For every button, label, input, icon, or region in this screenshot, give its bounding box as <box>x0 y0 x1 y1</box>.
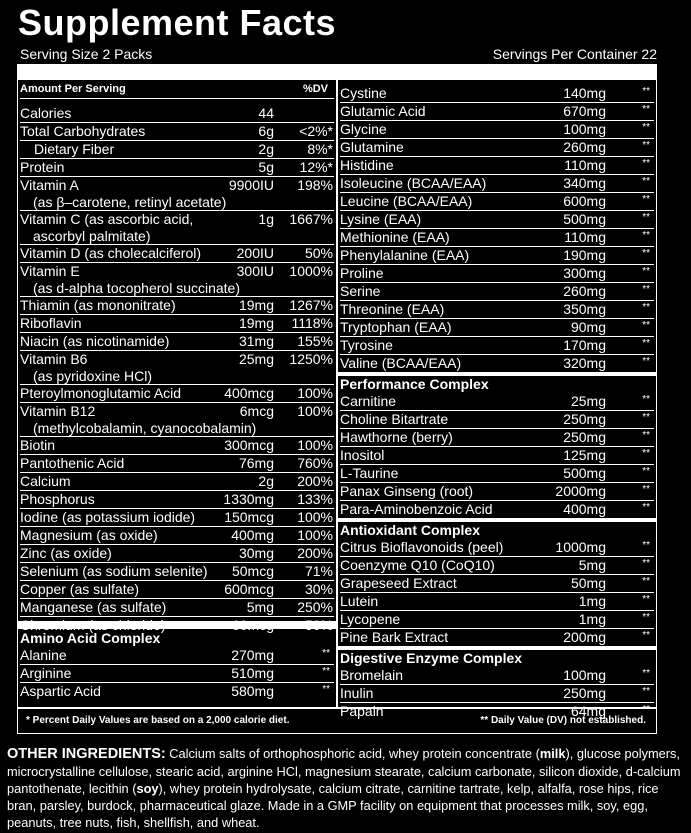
nutrient-dv: ** <box>642 158 650 169</box>
other-ingredients-text: ), glucose polymers, microcrystalline cellulose, stearic acid, arginine HCl, magnesium stearate, calcium carbonate, silicon dioxide, d-calcium pantothenate, lecithin ( <box>7 746 681 796</box>
nutrient-name: Carnitine <box>340 393 397 409</box>
nutrient-dv: ** <box>642 430 650 441</box>
nutrient-amount: 350mg <box>563 301 606 317</box>
nutrient-name: (methylcobalamin, cyanocobalamin) <box>33 420 257 436</box>
nutrient-dv: ** <box>642 194 650 205</box>
nutrient-name: Pine Bark Extract <box>340 629 449 645</box>
nutrient-amount: 300IU <box>236 263 274 279</box>
nutrient-name: Pantothenic Acid <box>20 455 125 471</box>
nutrient-amount: 6g <box>258 123 274 139</box>
antioxidant-list <box>340 539 654 646</box>
footnote-percent-dv: * Percent Daily Values are based on a 2,000 calorie diet. <box>26 715 290 726</box>
nutrient-amount: 76mg <box>238 455 274 471</box>
nutrient-name: Biotin <box>20 437 56 453</box>
nutrient-name: Lutein <box>340 593 379 609</box>
table-row <box>340 501 654 518</box>
table-row <box>340 539 654 557</box>
nutrient-name: Phenylalanine (EAA) <box>340 247 470 263</box>
nutrient-name: Aspartic Acid <box>20 683 101 699</box>
nutrient-name: Panax Ginseng (root) <box>340 483 474 499</box>
table-row <box>340 429 654 447</box>
table-row <box>340 465 654 483</box>
nutrient-name: Coenzyme Q10 (CoQ10) <box>340 557 495 573</box>
amino-left-list <box>20 647 334 700</box>
nutrient-name: Inositol <box>340 447 385 463</box>
nutrient-amount: 400mg <box>231 527 274 543</box>
table-row <box>340 85 654 103</box>
nutrient-dv: 200% <box>297 473 333 489</box>
panel-title: Supplement Facts <box>18 2 337 43</box>
nutrient-dv: 8%* <box>307 141 333 157</box>
nutrient-amount: 5mg <box>578 557 606 573</box>
table-row <box>340 393 654 411</box>
nutrient-amount: 600mcg <box>224 581 274 597</box>
nutrient-amount: 1mg <box>578 611 606 627</box>
nutrient-amount: 320mg <box>563 355 606 371</box>
nutrient-amount: 580mg <box>231 683 274 699</box>
other-ingredients-label: OTHER INGREDIENTS: <box>7 746 166 762</box>
amino-left-section <box>20 630 334 700</box>
nutrient-name: Para-Aminobenzoic Acid <box>340 501 493 517</box>
nutrient-dv: ** <box>322 684 330 695</box>
table-row <box>20 581 334 599</box>
nutrient-dv: ** <box>642 284 650 295</box>
nutrient-amount: 30mg <box>238 545 274 561</box>
table-row <box>340 247 654 265</box>
nutrient-amount: 100mg <box>563 121 606 137</box>
nutrient-name: Methionine (EAA) <box>340 229 450 245</box>
nutrient-dv: ** <box>642 466 650 477</box>
nutrient-dv: ** <box>642 558 650 569</box>
nutrient-amount: 1000mg <box>555 539 606 555</box>
nutrient-amount: 300mcg <box>224 437 274 453</box>
nutrient-amount: 170mg <box>563 337 606 353</box>
table-row <box>20 403 334 420</box>
nutrient-amount: 150mcg <box>224 509 274 525</box>
nutrient-dv: ** <box>642 176 650 187</box>
table-row <box>20 159 334 177</box>
enzyme-section-title: Digestive Enzyme Complex <box>340 650 523 666</box>
nutrient-name: Serine <box>340 283 381 299</box>
section-divider <box>18 621 336 629</box>
table-row <box>340 193 654 211</box>
nutrient-dv: ** <box>642 212 650 223</box>
nutrient-dv: 1267% <box>289 297 333 313</box>
table-row <box>20 177 334 194</box>
nutrient-name: Proline <box>340 265 384 281</box>
table-row <box>340 175 654 193</box>
nutrient-name: Bromelain <box>340 667 404 683</box>
performance-section-title: Performance Complex <box>340 376 489 392</box>
table-row <box>340 411 654 429</box>
nutrient-name: Arginine <box>20 665 72 681</box>
footnote-bar <box>17 708 657 734</box>
nutrient-amount: 250mg <box>563 685 606 701</box>
nutrient-dv: ** <box>642 594 650 605</box>
nutrient-amount: 50mcg <box>231 563 274 579</box>
nutrient-amount: 1330mg <box>223 491 274 507</box>
nutrient-name: Zinc (as oxide) <box>20 545 112 561</box>
table-row <box>340 265 654 283</box>
nutrient-name: (as pyridoxine HCl) <box>33 368 153 384</box>
allergen-milk: milk <box>539 746 566 761</box>
nutrient-amount: 100mg <box>563 667 606 683</box>
nutrient-name: Glutamine <box>340 139 404 155</box>
nutrient-dv: 100% <box>297 527 333 543</box>
table-row <box>20 245 334 263</box>
nutrient-dv: 50% <box>304 245 333 261</box>
table-row <box>340 319 654 337</box>
amount-per-serving-label: Amount Per Serving <box>20 83 126 95</box>
nutrient-amount: 5mg <box>246 599 274 615</box>
nutrient-name: Hawthorne (berry) <box>340 429 453 445</box>
nutrient-amount: 44 <box>258 105 274 121</box>
nutrient-name: Alanine <box>20 647 67 663</box>
nutrient-name: Leucine (BCAA/EAA) <box>340 193 473 209</box>
nutrient-dv: ** <box>642 540 650 551</box>
allergen-soy: soy <box>136 781 159 796</box>
table-row <box>340 121 654 139</box>
nutrient-amount: 500mg <box>563 465 606 481</box>
nutrient-name: Pteroylmonoglutamic Acid <box>20 385 182 401</box>
table-row <box>20 599 334 617</box>
table-row <box>20 194 334 211</box>
nutrient-dv: 1000% <box>289 263 333 279</box>
nutrient-amount: 270mg <box>231 647 274 663</box>
nutrient-dv: ** <box>322 648 330 659</box>
nutrient-name: L-Taurine <box>340 465 399 481</box>
table-row <box>340 103 654 121</box>
nutrient-name: (as β–carotene, retinyl acetate) <box>33 194 227 210</box>
nutrient-amount: 31mg <box>238 333 274 349</box>
nutrient-dv: ** <box>642 140 650 151</box>
servings-per-container: Servings Per Container 22 <box>492 46 657 62</box>
nutrient-name: Calcium <box>20 473 71 489</box>
nutrient-amount: 200mg <box>563 629 606 645</box>
nutrient-dv: ** <box>642 230 650 241</box>
nutrient-name: Histidine <box>340 157 394 173</box>
nutrient-amount: 1mg <box>578 593 606 609</box>
nutrient-dv: ** <box>642 412 650 423</box>
nutrient-name: Calories <box>20 105 72 121</box>
nutrient-dv: ** <box>642 448 650 459</box>
top-divider-bar <box>17 64 657 79</box>
nutrient-amount: 140mg <box>563 85 606 101</box>
nutrient-dv: 760% <box>297 455 333 471</box>
performance-list <box>340 393 654 518</box>
nutrient-dv: 133% <box>297 491 333 507</box>
other-ingredients-text: Calcium salts of orthophosphoric acid, whey protein concentrate ( <box>165 746 540 761</box>
nutrient-dv: ** <box>642 356 650 367</box>
table-row <box>20 368 334 385</box>
table-row <box>20 351 334 368</box>
nutrient-dv: ** <box>642 612 650 623</box>
footnote-dv-not-established: ** Daily Value (DV) not established. <box>480 715 646 726</box>
nutrient-dv: 100% <box>297 403 333 419</box>
table-row <box>20 545 334 563</box>
table-row <box>20 420 334 437</box>
table-row <box>20 647 334 665</box>
nutrient-name: Isoleucine (BCAA/EAA) <box>340 175 487 191</box>
nutrient-dv: ** <box>642 576 650 587</box>
nutrient-dv: ** <box>642 302 650 313</box>
nutrient-name: Tyrosine <box>340 337 393 353</box>
nutrient-amount: 2g <box>258 141 274 157</box>
nutrient-amount: 2g <box>258 473 274 489</box>
nutrient-name: Total Carbohydrates <box>20 123 146 139</box>
nutrient-name: Cystine <box>340 85 387 101</box>
table-row <box>340 629 654 646</box>
table-row <box>20 491 334 509</box>
nutrient-amount: 500mg <box>563 211 606 227</box>
table-row <box>340 611 654 629</box>
table-row <box>20 315 334 333</box>
nutrient-dv: ** <box>642 86 650 97</box>
nutrient-amount: 260mg <box>563 139 606 155</box>
nutrient-amount: 510mg <box>231 665 274 681</box>
table-row <box>340 447 654 465</box>
table-row <box>20 211 334 228</box>
table-row <box>20 683 334 700</box>
nutrient-name: Threonine (EAA) <box>340 301 445 317</box>
nutrient-name: ascorbyl palmitate) <box>33 228 151 244</box>
nutrient-dv: ** <box>642 320 650 331</box>
nutrient-amount: 25mg <box>238 351 274 367</box>
nutrient-amount: 125mg <box>563 447 606 463</box>
table-row <box>340 685 654 703</box>
antioxidant-section-title: Antioxidant Complex <box>340 522 481 538</box>
nutrient-dv: 155% <box>297 333 333 349</box>
nutrient-name: Vitamin B12 <box>20 403 96 419</box>
nutrient-name: Valine (BCAA/EAA) <box>340 355 462 371</box>
nutrient-amount: 19mg <box>238 297 274 313</box>
nutrient-name: Glycine <box>340 121 387 137</box>
nutrient-dv: ** <box>642 266 650 277</box>
nutrient-name: (as d-alpha tocopherol succinate) <box>33 280 241 296</box>
table-row <box>340 157 654 175</box>
nutrient-dv: 1667% <box>289 211 333 227</box>
nutrient-dv: 100% <box>297 437 333 453</box>
nutrient-dv: 1250% <box>289 351 333 367</box>
table-row <box>20 455 334 473</box>
nutrient-dv: ** <box>642 502 650 513</box>
table-row <box>20 280 334 297</box>
nutrient-name: Copper (as sulfate) <box>20 581 140 597</box>
table-row <box>20 665 334 683</box>
dv-header-label: %DV <box>302 83 328 95</box>
nutrient-amount: 190mg <box>563 247 606 263</box>
amino-section-title: Amino Acid Complex <box>20 630 161 646</box>
nutrient-amount: 250mg <box>563 411 606 427</box>
table-row <box>340 667 654 685</box>
nutrient-dv: ** <box>642 630 650 641</box>
nutrient-dv: ** <box>642 122 650 133</box>
nutrient-name: Vitamin C (as ascorbic acid, <box>20 211 194 227</box>
nutrient-dv: 200% <box>297 545 333 561</box>
nutrient-amount: 340mg <box>563 175 606 191</box>
nutrient-dv: 100% <box>297 385 333 401</box>
nutrient-amount: 9900IU <box>228 177 274 193</box>
nutrient-name: Dietary Fiber <box>34 141 115 157</box>
nutrient-name: Vitamin E <box>20 263 80 279</box>
nutrient-name: Vitamin A <box>20 177 79 193</box>
table-row <box>340 211 654 229</box>
nutrient-dv: 250% <box>297 599 333 615</box>
table-row <box>340 593 654 611</box>
nutrient-dv: <2%* <box>299 123 333 139</box>
nutrient-dv: ** <box>642 668 650 679</box>
nutrient-amount: 110mg <box>564 229 606 245</box>
nutrient-dv: ** <box>642 704 650 715</box>
nutrient-name: Lysine (EAA) <box>340 211 422 227</box>
table-row <box>340 575 654 593</box>
nutrient-name: Thiamin (as mononitrate) <box>20 297 176 313</box>
nutrient-name: Lycopene <box>340 611 401 627</box>
table-row <box>340 337 654 355</box>
nutrient-name: Choline Bitartrate <box>340 411 449 427</box>
nutrient-name: Citrus Bioflavonoids (peel) <box>340 539 504 555</box>
right-list <box>340 85 654 720</box>
nutrient-amount: 260mg <box>563 283 606 299</box>
nutrient-name: Niacin (as nicotinamide) <box>20 333 170 349</box>
table-row <box>20 333 334 351</box>
table-row <box>20 141 334 159</box>
table-row <box>20 228 334 245</box>
nutrient-dv: ** <box>322 666 330 677</box>
amount-per-serving-header <box>20 80 334 99</box>
nutrient-name: Protein <box>20 159 65 175</box>
nutrient-dv: 198% <box>297 177 333 193</box>
nutrient-amount: 200IU <box>236 245 274 261</box>
table-row <box>20 563 334 581</box>
other-ingredients <box>7 745 687 831</box>
nutrient-dv: ** <box>642 248 650 259</box>
right-column <box>337 79 657 719</box>
nutrient-dv: ** <box>642 484 650 495</box>
table-row <box>340 283 654 301</box>
nutrient-amount: 6mcg <box>239 403 274 419</box>
nutrient-dv: ** <box>642 104 650 115</box>
nutrient-list <box>20 105 334 634</box>
left-column <box>17 79 337 708</box>
nutrient-amount: 5g <box>258 159 274 175</box>
table-row <box>20 297 334 315</box>
other-ingredients-text: ), whey protein hydrolysate, calcium citrate, carnitine tartrate, kelp, alfalfa, rose hips, rice bran, parsley, burdock, pharmaceutical glaze. Made in a GMP facility on equipment that processes milk, soy, egg, peanuts, tree nuts, fish, shellfish, and wheat. <box>7 781 659 830</box>
table-row <box>340 301 654 319</box>
nutrient-amount: 300mg <box>563 265 606 281</box>
nutrient-name: Iodine (as potassium iodide) <box>20 509 196 525</box>
nutrient-name: Tryptophan (EAA) <box>340 319 452 335</box>
table-row <box>20 123 334 141</box>
table-row <box>340 483 654 501</box>
nutrient-name: Vitamin D (as cholecalciferol) <box>20 245 202 261</box>
nutrient-amount: 400mcg <box>224 385 274 401</box>
nutrient-amount: 250mg <box>563 429 606 445</box>
nutrient-dv: 12%* <box>299 159 333 175</box>
nutrient-amount: 90mg <box>570 319 606 335</box>
table-row <box>20 437 334 455</box>
table-row <box>340 139 654 157</box>
table-row <box>340 229 654 247</box>
table-row <box>340 355 654 372</box>
table-row <box>20 473 334 491</box>
nutrient-name: Inulin <box>340 685 374 701</box>
nutrient-dv: 1118% <box>291 315 333 331</box>
nutrient-amount: 670mg <box>563 103 606 119</box>
nutrient-amount: 2000mg <box>555 483 606 499</box>
table-row <box>20 509 334 527</box>
nutrient-amount: 600mg <box>563 193 606 209</box>
nutrient-dv: ** <box>642 686 650 697</box>
nutrient-dv: 71% <box>304 563 333 579</box>
table-row <box>340 557 654 575</box>
nutrient-dv: 30% <box>304 581 333 597</box>
nutrient-name: Phosphorus <box>20 491 95 507</box>
nutrient-name: Glutamic Acid <box>340 103 426 119</box>
nutrient-amount: 19mg <box>238 315 274 331</box>
nutrient-dv: ** <box>642 338 650 349</box>
nutrient-amount: 64mg <box>570 703 606 719</box>
nutrient-amount: 25mg <box>570 393 606 409</box>
nutrient-amount: 1g <box>258 211 274 227</box>
nutrient-name: Manganese (as sulfate) <box>20 599 167 615</box>
nutrient-name: Vitamin B6 <box>20 351 88 367</box>
nutrient-name: Grapeseed Extract <box>340 575 457 591</box>
nutrient-amount: 110mg <box>564 157 606 173</box>
nutrient-name: Magnesium (as oxide) <box>20 527 158 543</box>
nutrient-dv: 100% <box>297 509 333 525</box>
nutrient-amount: 50mg <box>570 575 606 591</box>
table-row <box>20 385 334 403</box>
nutrient-name: Riboflavin <box>20 315 82 331</box>
nutrient-dv: ** <box>642 394 650 405</box>
nutrient-name: Papain <box>340 703 384 719</box>
serving-size: Serving Size 2 Packs <box>20 46 153 62</box>
table-row <box>20 527 334 545</box>
table-row <box>20 105 334 123</box>
nutrient-name: Selenium (as sodium selenite) <box>20 563 208 579</box>
nutrient-amount: 400mg <box>563 501 606 517</box>
table-row <box>20 263 334 280</box>
